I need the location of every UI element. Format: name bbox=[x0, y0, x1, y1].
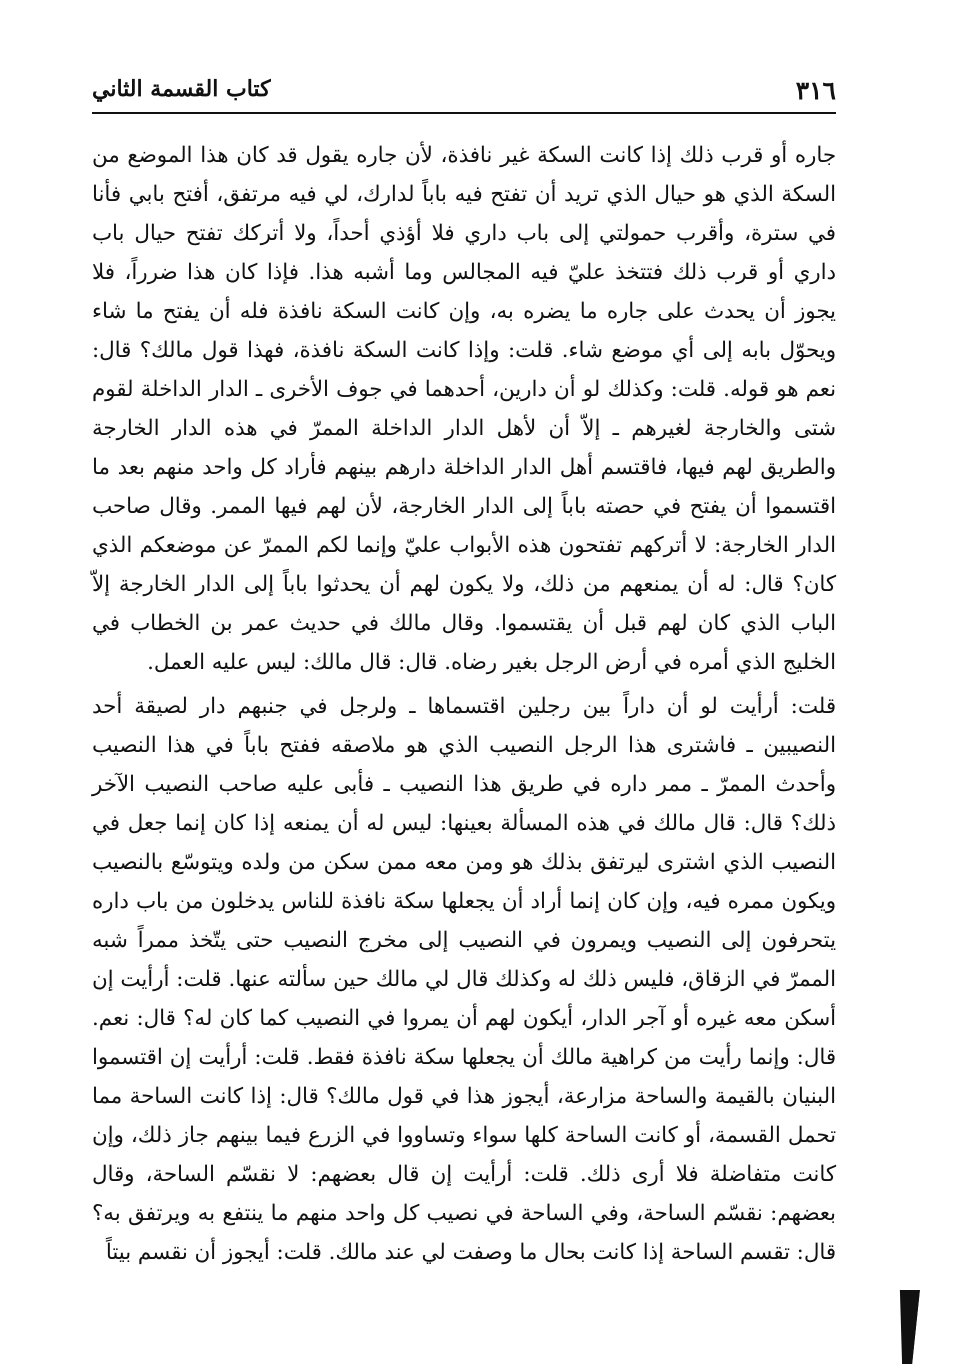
paragraph: جاره أو قرب ذلك إذا كانت السكة غير نافذة، لأن جاره يقول قد كان هذا الموضع من السكة الذي هو حيال الذي تريد أن تفتح فيه باباً لدارك، لي فيه مرتفق، أفتح بابي فأنا في سترة، وأقرب حمولتي إلى باب داري فلا أؤذي أحداً، ولا أتركك تفتح حيال باب داري أو قرب ذلك فتتخذ عليّ فيه المجالس وما أشبه هذا. فإذا كان هذا ضرراً، فلا يجوز أن يحدث على جاره ما يضره به، وإن كانت السكة نافذة فله أن يفتح ما شاء ويحوّل بابه إلى أي موضع شاء. قلت: وإذا كانت السكة نافذة، فهذا قول مالك؟ قال: نعم هو قوله. قلت: وكذلك لو أن دارين، أحدهما في جوف الأخرى ـ الدار الداخلة لقوم شتى والخارجة لغيرهم ـ إلاّ أن لأهل الدار الداخلة الممرّ في هذه الدار الخارجة والطريق لهم فيها، فاقتسم أهل الدار الداخلة دارهم بينهم فأراد كل واحد منهم بعد ما اقتسموا أن يفتح في حصته باباً إلى الدار الخارجة، لأن لهم فيها الممر. وقال صاحب الدار الخارجة: لا أتركهم تفتحون هذه الأبواب عليّ وإنما لكم الممرّ عن موضعكم الذي كان؟ قال: له أن يمنعهم من ذلك، ولا يكون لهم أن يحدثوا باباً إلى الدار الخارجة إلاّ الباب الذي كان لهم قبل أن يقتسموا. وقال مالك في حديث عمر بن الخطاب في الخليج الذي أمره في أرض الرجل بغير رضاه. قال: قال مالك: ليس عليه العمل. bbox=[92, 143, 836, 675]
page-header bbox=[92, 70, 836, 114]
body-text bbox=[92, 136, 836, 1272]
scan-edge-mark bbox=[892, 1290, 920, 1364]
running-title: كتاب القسمة الثاني bbox=[92, 76, 271, 102]
page-number: ٣١٦ bbox=[795, 76, 836, 105]
paragraph: قلت: أرأيت لو أن داراً بين رجلين اقتسماها ـ ولرجل في جنبهم دار لصيقة أحد النصيبين ـ فاشترى هذا الرجل النصيب الذي هو ملاصقه ففتح باباً في هذا النصيب وأحدث الممرّ ـ ممر داره في طريق هذا النصيب ـ فأبى عليه صاحب النصيب الآخر ذلك؟ قال: قال مالك في هذه المسألة بعينها: ليس له أن يمنعه إذا كان إنما جعل في النصيب الذي اشترى ليرتفق بذلك هو ومن معه ممن سكن من ولده ويتوسّع بالنصيب ويكون ممره فيه، وإن كان إنما أراد أن يجعلها سكة نافذة للناس يدخلون من باب داره يتحرفون إلى النصيب ويمرون في النصيب إلى مخرج النصيب حتى يتّخذ ممراً شبه الممرّ في الزقاق، فليس ذلك له وكذلك قال لي مالك حين سألته عنها. قلت: أرأيت إن أسكن معه غيره أو آجر الدار، أيكون لهم أن يمروا في النصيب كما كان له؟ قال: نعم. قال: وإنما رأيت من كراهية مالك أن يجعلها سكة نافذة فقط. قلت: أرأيت إن اقتسموا البنيان بالقيمة والساحة مزارعة، أيجوز هذا في قول مالك؟ قال: إذا كانت الساحة مما تحمل القسمة، أو كانت الساحة كلها سواء وتساووا في الزرع فيما بينهم جاز ذلك، وإن كانت متفاضلة فلا أرى ذلك. قلت: أرأيت إن قال بعضهم: لا نقسّم الساحة، وقال بعضهم: نقسّم الساحة، وفي الساحة في نصيب كل واحد منهم ما ينتفع به ويرتفق به؟ قال: تقسم الساحة إذا كانت بحال ما وصفت لي عند مالك. قلت: أيجوز أن نقسم بيتاً bbox=[92, 694, 836, 1265]
